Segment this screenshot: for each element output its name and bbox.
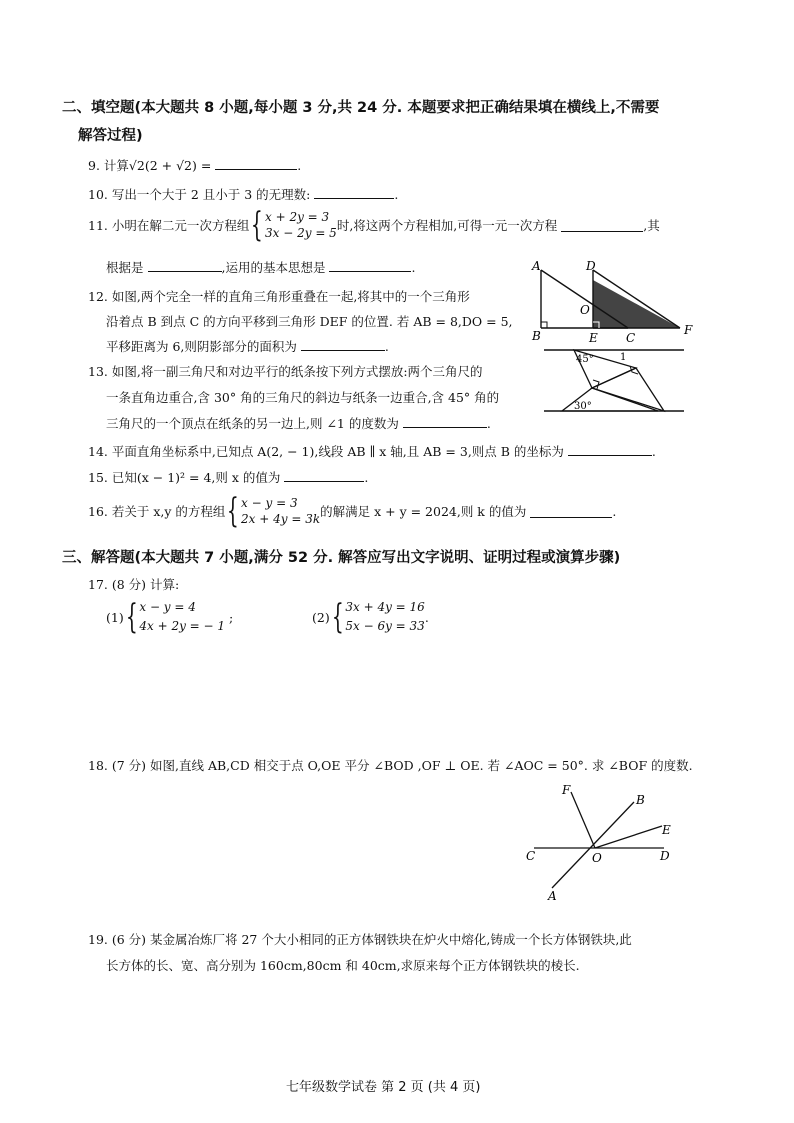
question-13-end: . bbox=[486, 416, 491, 431]
question-10 bbox=[88, 185, 398, 203]
question-13-figure bbox=[540, 344, 688, 416]
question-13-line3 bbox=[106, 414, 491, 432]
question-15-text: 15. 已知(x − 1)² = 4,则 x 的值为 bbox=[88, 470, 281, 485]
question-9-text: 9. 计算√2(2 + √2) = bbox=[88, 158, 212, 173]
label-A: A bbox=[548, 889, 557, 903]
question-19-line2: 长方体的长、宽、高分别为 160cm,80cm 和 40cm,求原来每个正方体钢铁块的棱长. bbox=[106, 958, 580, 973]
question-12-figure bbox=[526, 258, 702, 344]
question-13-line1: 13. 如图,将一副三角尺和对边平行的纸条按下列方式摆放:两个三角尺的 bbox=[88, 364, 483, 379]
question-15 bbox=[88, 468, 368, 486]
question-12-end: . bbox=[384, 339, 389, 354]
equation-system bbox=[330, 598, 425, 636]
question-11-line2-a: 根据是 bbox=[106, 260, 144, 275]
question-14-end: . bbox=[651, 444, 656, 459]
brace-icon: { bbox=[331, 597, 344, 637]
question-16 bbox=[88, 491, 617, 531]
label-B: B bbox=[532, 329, 541, 343]
question-17-part2 bbox=[312, 598, 429, 636]
page-footer: 七年级数学试卷 第 2 页 (共 4 页) bbox=[286, 1080, 481, 1095]
equation-line: x + 2y = 3 bbox=[265, 210, 330, 224]
question-15-end: . bbox=[364, 470, 369, 485]
question-11 bbox=[88, 205, 660, 245]
question-11-line2-b: ,运用的基本思想是 bbox=[221, 260, 326, 275]
question-9 bbox=[88, 156, 301, 174]
equation-line: 3x − 2y = 5 bbox=[265, 226, 337, 240]
label-D: D bbox=[586, 259, 596, 273]
brace-icon: { bbox=[251, 205, 264, 245]
part-label: (1) bbox=[106, 609, 124, 625]
question-12-line3-text: 平移距离为 6,则阴影部分的面积为 bbox=[106, 339, 297, 354]
question-10-text: 10. 写出一个大于 2 且小于 3 的无理数: bbox=[88, 187, 311, 202]
question-14-text: 14. 平面直角坐标系中,已知点 A(2, − 1),线段 AB ∥ x 轴,且 AB = 3,则点 B 的坐标为 bbox=[88, 444, 564, 459]
question-11-post-end: ,其 bbox=[643, 218, 660, 233]
section3-heading: 三、解答题(本大题共 7 小题,满分 52 分. 解答应写出文字说明、证明过程或演算步骤) bbox=[62, 550, 621, 566]
label-O: O bbox=[592, 851, 602, 865]
label-F: F bbox=[684, 323, 693, 337]
label-E: E bbox=[662, 823, 671, 837]
label-D: D bbox=[660, 849, 670, 863]
question-10-end: . bbox=[394, 187, 399, 202]
section2-heading-line1: 二、填空题(本大题共 8 小题,每小题 3 分,共 24 分. 本题要求把正确结果填在横线上,不需要 bbox=[62, 100, 660, 116]
question-16-end: . bbox=[612, 503, 617, 519]
label-A: A bbox=[532, 259, 541, 273]
label-C: C bbox=[626, 331, 636, 344]
answer-blank bbox=[314, 186, 394, 199]
answer-blank bbox=[568, 443, 652, 456]
answer-blank bbox=[329, 259, 411, 272]
question-12-line3 bbox=[106, 337, 389, 355]
equation-line: 2x + 4y = 3k bbox=[241, 512, 321, 526]
question-12-line1: 12. 如图,两个完全一样的直角三角形重叠在一起,将其中的一个三角形 bbox=[88, 289, 470, 304]
answer-blank bbox=[148, 259, 222, 272]
question-18-figure bbox=[520, 780, 680, 904]
question-11-line2 bbox=[106, 258, 415, 276]
label-45-degree: 45° bbox=[576, 354, 594, 365]
equation-line: 5x − 6y = 33 bbox=[345, 619, 425, 633]
question-13-line2: 一条直角边重合,含 30° 角的三角尺的斜边与纸条一边重合,含 45° 角的 bbox=[106, 390, 500, 405]
question-17-title: 17. (8 分) 计算: bbox=[88, 577, 180, 592]
equation-system bbox=[249, 205, 337, 245]
equation-line: x − y = 3 bbox=[241, 496, 298, 510]
equation-system bbox=[225, 491, 321, 531]
question-18: 18. (7 分) 如图,直线 AB,CD 相交于点 O,OE 平分 ∠BOD ,OF ⊥ OE. 若 ∠AOC = 50°. 求 ∠BOF 的度数. bbox=[88, 758, 693, 773]
label-F: F bbox=[562, 783, 571, 797]
question-17-part1 bbox=[106, 598, 233, 636]
question-13-line3-text: 三角尺的一个顶点在纸条的另一边上,则 ∠1 的度数为 bbox=[106, 416, 399, 431]
answer-blank bbox=[561, 219, 643, 232]
question-14 bbox=[88, 442, 656, 460]
question-16-post: 的解满足 x + y = 2024,则 k 的值为 bbox=[320, 504, 527, 519]
equation-line: 4x + 2y = − 1 bbox=[139, 619, 226, 633]
section2-heading-line2: 解答过程) bbox=[78, 128, 143, 144]
label-angle-1: 1 bbox=[620, 352, 627, 363]
question-16-pre: 16. 若关于 x,y 的方程组 bbox=[88, 504, 226, 519]
part-end: . bbox=[424, 609, 429, 625]
answer-blank bbox=[284, 469, 364, 482]
question-12-line2: 沿着点 B 到点 C 的方向平移到三角形 DEF 的位置. 若 AB = 8,DO = 5, bbox=[106, 314, 513, 329]
label-B: B bbox=[636, 793, 645, 807]
brace-icon: { bbox=[125, 597, 138, 637]
answer-blank bbox=[530, 505, 612, 518]
question-19-line1: 19. (6 分) 某金属冶炼厂将 27 个大小相同的正方体钢铁块在炉火中熔化,铸成一个长方体钢铁块,此 bbox=[88, 932, 632, 947]
equation-system bbox=[124, 598, 225, 636]
question-11-post: 时,将这两个方程相加,可得一元一次方程 bbox=[336, 218, 558, 233]
answer-blank bbox=[215, 157, 297, 170]
shaded-region bbox=[593, 280, 680, 328]
question-11-pre: 11. 小明在解二元一次方程组 bbox=[88, 218, 250, 233]
label-30-degree: 30° bbox=[574, 401, 592, 412]
part-label: (2) bbox=[312, 609, 330, 625]
part-end: ; bbox=[229, 609, 234, 625]
equation-line: 3x + 4y = 16 bbox=[345, 600, 425, 614]
equation-line: x − y = 4 bbox=[139, 600, 196, 614]
label-E: E bbox=[589, 331, 598, 344]
label-C: C bbox=[526, 849, 536, 863]
question-9-end: . bbox=[297, 158, 302, 173]
answer-blank bbox=[403, 415, 487, 428]
brace-icon: { bbox=[227, 491, 240, 531]
question-11-line2-end: . bbox=[411, 260, 416, 275]
label-O: O bbox=[580, 303, 590, 317]
answer-blank bbox=[301, 338, 385, 351]
